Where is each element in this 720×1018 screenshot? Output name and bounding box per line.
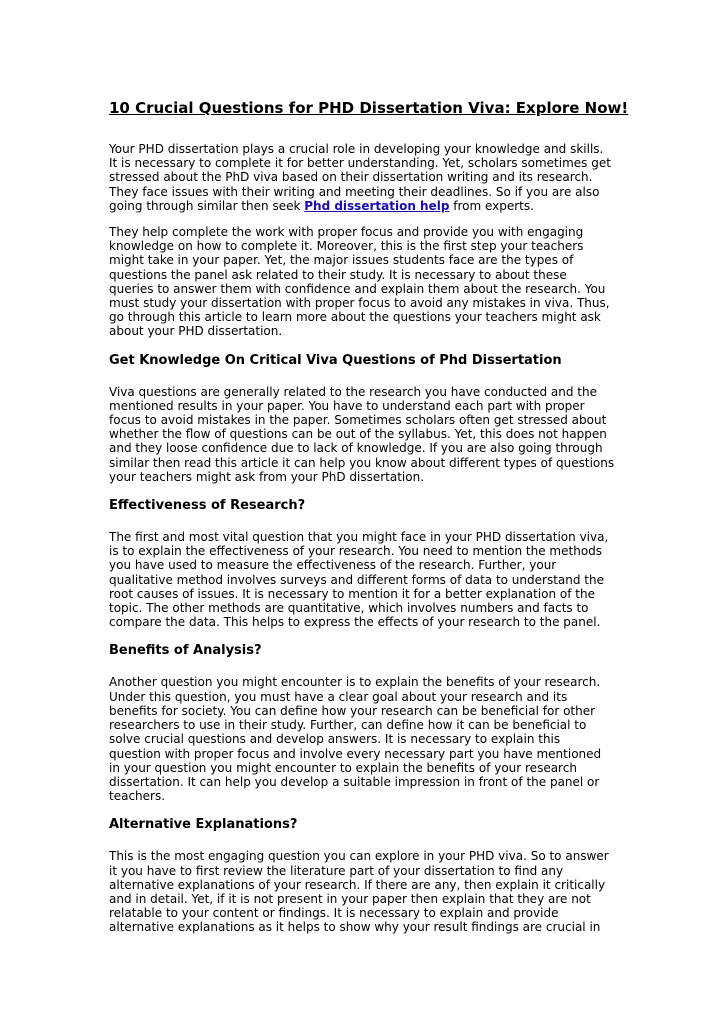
section-body-effectiveness: The first and most vital question that you might face in your PHD dissertation viva, is to explain the effectiveness of your research. You need to mention the methods you have used to measure the effectiveness of the research. Further, your qualitative method involves surveys and different forms of data to understand the root causes of issues. It is necessary to mention it for a better explanation of the topic. The other methods are quantitative, which involves numbers and facts to compare the data. This helps to express the effects of your research to the panel. [109, 530, 609, 630]
section-heading-alternative: Alternative Explanations? [109, 817, 298, 833]
section-body-alternative: This is the most engaging question you can explore in your PHD viva. So to answer it you have to first review the literature part of your dissertation to find any alternative explanations of your research. If there are any, then explain it critically and in detail. Yet, if it is not present in your paper then explain that they are not relatable to your content or findings. It is necessary to explain and provide alternative explanations as it helps to show why your result findings are crucial in [109, 849, 609, 935]
document-page [109, 98, 629, 947]
section-heading-effectiveness: Effectiveness of Research? [109, 498, 306, 514]
intro-text-end: from experts. [449, 198, 534, 213]
intro-text: Your PHD dissertation plays a crucial role in developing your knowledge and skills. It is necessary to complete it for better understanding. Yet, scholars sometimes get stressed about the PhD viva based on their dissertation writing and its research. They face issues with their writing and meeting their deadlines. So if you are also going through similar then seek [109, 142, 611, 213]
intro-paragraph [109, 142, 615, 213]
section-heading-benefits: Benefits of Analysis? [109, 643, 262, 659]
section-body-viva-questions: Viva questions are generally related to the research you have conducted and the mentioned results in your paper. You have to understand each part with proper focus to avoid mistakes in the paper. Sometimes scholars often get stressed about whether the flow of questions can be out of the syllabus. Yet, this does not happen and they loose confidence due to lack of knowledge. If you are also going through similar then read this article it can help you know about different types of questions your teachers might ask from your PhD dissertation. [109, 384, 615, 484]
document-title: 10 Crucial Questions for PHD Dissertation Viva: Explore Now! [109, 99, 629, 117]
phd-dissertation-help-link[interactable]: Phd dissertation help [304, 198, 450, 213]
section-heading-viva-questions: Get Knowledge On Critical Viva Questions of Phd Dissertation [109, 352, 562, 368]
second-paragraph: They help complete the work with proper focus and provide you with engaging knowledge on how to complete it. Moreover, this is the first step your teachers might take in your paper. Yet, the major issues students face are the types of questions the panel ask related to their study. It is necessary to about these queries to answer them with confidence and explain them about the research. You must study your dissertation with proper focus to avoid any mistakes in viva. Thus, go through this article to learn more about the questions your teachers might ask about your PHD dissertation. [109, 225, 610, 339]
section-body-benefits: Another question you might encounter is to explain the benefits of your research. Under this question, you must have a clear goal about your research and its benefits for society. You can define how your research can be beneficial for other researchers to use in their study. Further, can define how it can be beneficial to solve crucial questions and develop answers. It is necessary to explain this question with proper focus and involve every necessary part you have mentioned in your question you might encounter to explain the benefits of your research dissertation. It can help you develop a suitable impression in front of the panel or teachers. [109, 675, 602, 804]
